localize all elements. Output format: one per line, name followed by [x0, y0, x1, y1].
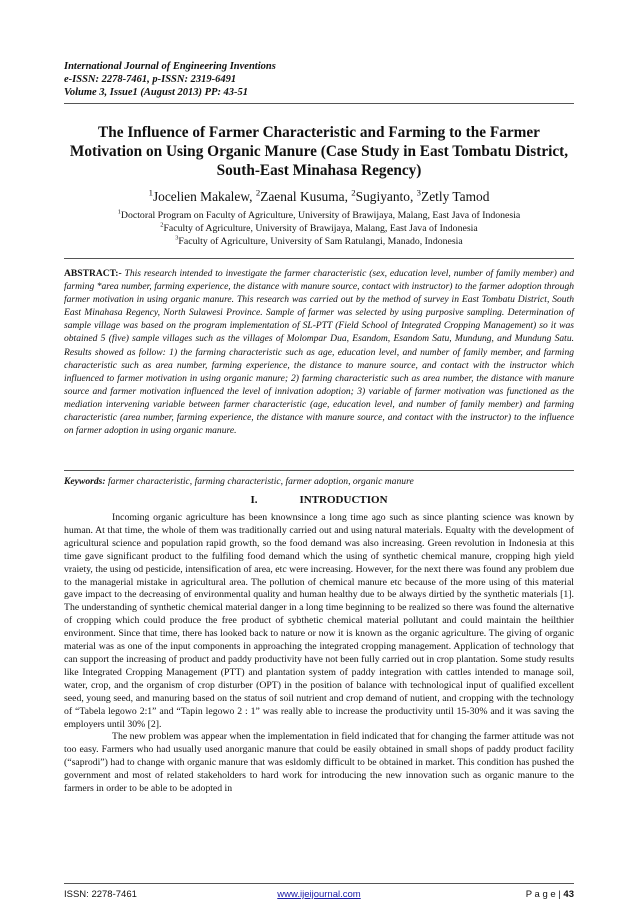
- abstract-rule: [64, 258, 574, 259]
- affiliation: [64, 210, 574, 222]
- abstract-text: This research intended to investigate the farmer characteristic (sex, education level, number of family member) and farming *area number, farming experience, the distance with manure source, contact with instructor) to the farmer adoption through farmer motivation in using organic manure. This research was carried out by the method of survey in East Tombatu District, South East Minahasa Regency, North Sulawesi Province. Sample of farmer was selected by using purposive sampling. Determination of sample village was based on the program implementation of SL-PTT (Field School of Integrated Cropping Management) so it was obtained 5 (five) sample villages such as the villages of Molompar Dua, Esandom, Esandom Satu, Mundung, and Mundung Satu. Results showed as follow: 1) the farming characteristic such as age, education level, and number of family member, and farming characteristic such as area number, farming experience, the distance to manure source, and contact with the instructor which influenced to farmer motivation in using organic manure; 2) farming characteristic such as area number, the distance with manure source and farmer motivation influenced the level of innivation adoption; 3) variable of farmer motivation was functioned as the mediation intervening variable between farmer characteristic (age, education level, and number of family member) and farming characteristic (area number, farming experience, the distance with manure source, and contact with the instructor) to the influence on farmer adoption in using organic manure.: [64, 268, 575, 437]
- header-rule: [64, 103, 574, 104]
- journal-header: [64, 60, 574, 99]
- journal-name: International Journal of Engineering Inventions: [64, 61, 276, 72]
- affiliation-text: Faculty of Agriculture, University of Brawijaya, Malang, East Java of Indonesia: [163, 223, 478, 234]
- footer-page-label: P a g e |: [525, 889, 561, 900]
- author-sup: 2: [351, 187, 356, 198]
- keywords-text: farmer characteristic, farming characteristic, farmer adoption, organic manure: [107, 476, 414, 487]
- author-sup: 1: [148, 187, 153, 198]
- paragraph: Incoming organic agriculture has been knownsince a long time ago such as since planting science was known by human. At that time, the whole of them was traditionally carried out and using natural materials. Equalty with the development of agricultural science and population rapid growth, so the food demand was also increasing. Green revolution in Indonesia at this time gave significant product to the fulfiling food demand which the using of synthetic chemical manure, cropping high yield vraiety, the using od pesticide, intensification of area, etc were increasing. However, for the next there was found any problem due to the managerial mistake in agricultural area. The pollution of chemical manure etc because of the more using of this material gave impact to the decreasing of environmental quality and human healthy due to be always dirtied by the synthetic materials [1]. The understanding of synthetic chemical material danger in a long time beginning to be realized so there was found the alternative of cropping which could produce the free product of sybthetic chemical material pollutant and could maintain the heilthier environment. Since that time, there has looked back to nature or now it is known as the organic agriculture. The giving of organic material was as one of the input components in approaching the integrated cropping management. Application of technology that can support the increasing of product and paddy productivity have not been fully carried out in crop plantation. Some study results like Integrated Cropping Management (PTT) and plantation system of paddy integration with cattles intended to manage soil, water, crop, and the organism of crop disturber (OPT) in the position of balance with technological input of qualified excellent seed, young seed, and manuring based on the status of soil nutrient and crop demand of nutient, and cropping with the technology of “Tabela legowo 2:1” and “Tapin legowo 2 : 1” was really able to increase the productivity until 15-30% and it was saving the employers until 30% [2].: [64, 512, 574, 730]
- author-name: Jocelien Makalew,: [152, 189, 256, 204]
- footer-issn: ISSN: 2278-7461: [64, 889, 137, 900]
- affiliation-sup: 1: [117, 208, 121, 216]
- paragraph: The new problem was appear when the implementation in field indicated that for changing the farmer attitude was not too easy. Farmers who had usually used anorganic manure that could be easily obtained in small shops of paddy product facility (“saprodi”) had to change with organic manure that was esldomly difficult to be obtained in market. This condition has pushed the government and most of related stakeholders to hard work for introducing the new innovation such as organic manure to the farmers in order to be able to be adopted in: [64, 731, 574, 795]
- author-list: [64, 189, 574, 205]
- footer-page-number: 43: [563, 889, 574, 900]
- affiliation-text: Doctoral Program on Faculty of Agriculture, University of Brawijaya, Malang, East Java of Indonesia: [120, 210, 521, 221]
- section-heading: [64, 494, 574, 507]
- affiliation-sup: 3: [175, 234, 179, 242]
- page-footer: [64, 889, 574, 901]
- keywords-label: Keywords:: [64, 476, 106, 487]
- affiliation: [64, 236, 574, 248]
- journal-volume: Volume 3, Issue1 (August 2013) PP: 43-51: [64, 87, 249, 98]
- keywords: [64, 475, 574, 488]
- footer-page: [526, 889, 574, 900]
- affiliation: [64, 223, 574, 235]
- section-number: I.: [250, 494, 258, 506]
- affiliation-text: Faculty of Agriculture, University of Sam Ratulangi, Manado, Indonesia: [178, 236, 463, 247]
- section-title: INTRODUCTION: [299, 494, 388, 506]
- author-name: Zaenal Kusuma,: [260, 189, 352, 204]
- affiliation-sup: 2: [160, 221, 164, 229]
- journal-issn: e-ISSN: 2278-7461, p-ISSN: 2319-6491: [64, 74, 237, 85]
- footer-rule: [64, 883, 574, 884]
- author-sup: 3: [416, 187, 422, 198]
- author-name: Zetly Tamod: [421, 189, 490, 204]
- footer-website-link[interactable]: www.ijeijournal.com: [277, 889, 361, 900]
- body-text: [64, 512, 574, 796]
- author-sup: 2: [255, 187, 261, 198]
- paper-title: The Influence of Farmer Characteristic and Farming to the Farmer Motivation on Using Organic Manure (Case Study in East Tombatu District, South-East Minahasa Regency): [69, 124, 569, 179]
- keywords-rule: [64, 470, 574, 471]
- author-name: Sugiyanto,: [355, 189, 417, 204]
- abstract: [64, 267, 574, 437]
- abstract-label: ABSTRACT:-: [64, 268, 122, 279]
